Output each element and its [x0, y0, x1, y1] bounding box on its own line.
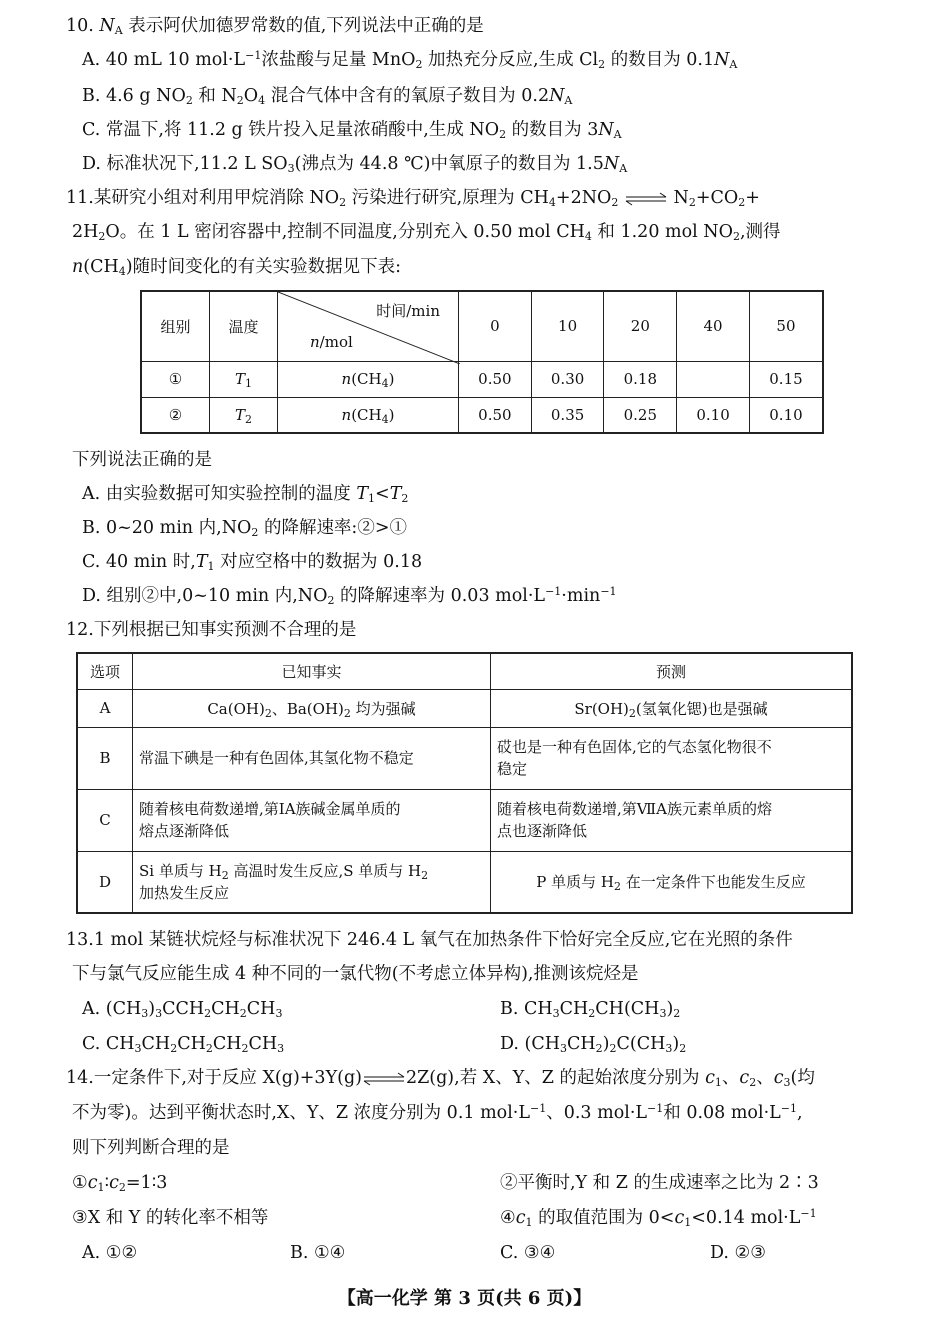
- q11-data-table: [140, 290, 824, 434]
- q14-statement-2: ②平衡时,Y 和 Z 的生成速率之比为 2∶3: [500, 1173, 819, 1193]
- row1-var: $n(CH_4)$: [278, 361, 459, 397]
- header-time-label: 时间/min: [376, 302, 440, 320]
- q11-option-a: A. 由实验数据可知实验控制的温度 $T_1<T_2$: [82, 484, 409, 505]
- row-a-option: A: [77, 689, 133, 727]
- q14-option-d: D. ②③: [710, 1243, 766, 1263]
- table-row: [77, 689, 852, 727]
- row-d-option: D: [77, 851, 133, 913]
- q11-stem-line3: $n(CH_4)$随时间变化的有关实验数据见下表:: [72, 257, 401, 278]
- row-c-prediction: 随着核电荷数递增,第ⅦA族元素单质的熔 点也逐渐降低: [491, 789, 853, 851]
- row1-val-50: 0.15: [749, 361, 823, 397]
- q10-option-b: B. 4.6 g $NO_2$ 和 $N_2O_4$ 混合气体中含有的氧原子数目为 $0.2N_A$: [82, 86, 573, 107]
- row2-group: ②: [141, 397, 210, 433]
- header-prediction: 预测: [491, 653, 853, 689]
- header-n-label: n/mol: [310, 332, 353, 351]
- table-row: [77, 789, 852, 851]
- q10-option-a: A. 40 mL 10 $mol\cdot L^{-1}$浓盐酸与足量 MnO$_2$ 加热充分反应,生成 $Cl_2$ 的数目为 $0.1N_A$: [82, 49, 738, 71]
- equilibrium-arrow-icon: [362, 1072, 406, 1086]
- q11-stem-line1: 11.某研究小组对利用甲烷消除 $NO_2$ 污染进行研究,原理为 $CH_4+2NO_2$ $N_2+CO_2+$: [66, 188, 760, 209]
- header-option: 选项: [77, 653, 133, 689]
- q13-stem-line2: 下与氯气反应能生成 4 种不同的一氯代物(不考虑立体异构),推测该烷烃是: [72, 964, 639, 984]
- table-row: [141, 361, 823, 397]
- equilibrium-arrow-icon: [624, 192, 668, 206]
- q11-prompt: 下列说法正确的是: [72, 450, 212, 470]
- q11-option-c: C. 40 min 时$,T_1$ 对应空格中的数据为 0.18: [82, 552, 423, 573]
- q14-statement-1: $①c_1∶c_2=1∶3$: [72, 1173, 168, 1194]
- q12-stem: 12.下列根据已知事实预测不合理的是: [66, 620, 357, 640]
- q12-table: [76, 652, 853, 914]
- row1-temp: $T_1$: [210, 361, 278, 397]
- row1-val-10: 0.30: [531, 361, 604, 397]
- q14-option-c: C. ③④: [500, 1243, 556, 1263]
- row2-val-0: 0.50: [459, 397, 532, 433]
- header-fact: 已知事实: [133, 653, 491, 689]
- q14-stem-line2: 不为零)。达到平衡状态时,X、Y、Z 浓度分别为 0.1 $mol\cdot L^{-1}$、0.3 $mol\cdot L^{-1}$和 0.08 $mol\cdot L^{-1}$,: [72, 1102, 803, 1123]
- q14-statement-4: $④c_1$ 的取值范围为 $0<c_1<0.14$ $mol\cdot L^{-1}$: [500, 1207, 817, 1229]
- row2-temp: $T_2$: [210, 397, 278, 433]
- row2-val-50: 0.10: [749, 397, 823, 433]
- q14-stem-line3: 则下列判断合理的是: [72, 1138, 230, 1158]
- q11-option-b: B. 0~20 min 内$,NO_2$ 的降解速率:②>①: [82, 518, 407, 539]
- row-a-fact: $Ca(OH)_2$、$Ba(OH)_2$ 均为强碱: [133, 689, 491, 727]
- table-row: [141, 397, 823, 433]
- header-group: 组别: [141, 291, 210, 361]
- q13-option-a: A. $(CH_3)_3CCH_2CH_2CH_3$: [82, 999, 283, 1020]
- q14-option-a: A. ①②: [82, 1243, 138, 1263]
- q13-stem-line1: 13.1 mol 某链状烷烃与标准状况下 246.4 L 氧气在加热条件下恰好完全反应,它在光照的条件: [66, 930, 793, 950]
- q13-option-b: B. $CH_3CH_2CH(CH_3)_2$: [500, 999, 681, 1020]
- q11-stem-line2: $2H_2O$。在 1 L 密闭容器中,控制不同温度,分别充入 0.50 mol $CH_4$ 和 1.20 mol $NO_2$,测得: [72, 222, 781, 243]
- page-footer: 【高一化学 第 3 页(共 6 页)】: [337, 1288, 592, 1309]
- row1-val-40: [677, 361, 750, 397]
- row-a-prediction: $Sr(OH)_2$(氢氧化锶)也是强碱: [491, 689, 853, 727]
- row-b-fact: 常温下碘是一种有色固体,其氢化物不稳定: [133, 727, 491, 789]
- q11-option-d: D. 组别②中,0~10 min 内$,NO_2$ 的降解速率为 0.03 $mol\cdot L^{-1}\cdot\min^{-1}$: [82, 585, 617, 607]
- row1-val-0: 0.50: [459, 361, 532, 397]
- q10-option-c: C. 常温下,将 11.2 g 铁片投入足量浓硝酸中,生成 $NO_2$ 的数目为 $3N_A$: [82, 120, 622, 141]
- row-d-prediction: P 单质与 $H_2$ 在一定条件下也能发生反应: [491, 851, 853, 913]
- row1-val-20: 0.18: [604, 361, 677, 397]
- q14-statement-3: ③X 和 Y 的转化率不相等: [72, 1208, 269, 1228]
- header-time-0: 0: [459, 291, 532, 361]
- header-time-10: 10: [531, 291, 604, 361]
- q13-option-c: C. $CH_3CH_2CH_2CH_2CH_3$: [82, 1034, 285, 1055]
- q10-option-d: D. 标准状况下,11.2 L $SO_3$(沸点为 44.8 ℃)中氧原子的数目为 $1.5N_A$: [82, 154, 628, 175]
- row2-val-40: 0.10: [677, 397, 750, 433]
- row-c-fact: 随着核电荷数递增,第ⅠA族碱金属单质的 熔点逐渐降低: [133, 789, 491, 851]
- header-time-20: 20: [604, 291, 677, 361]
- q10-stem: 10. $N_A$ 表示阿伏加德罗常数的值,下列说法中正确的是: [66, 16, 484, 37]
- row-c-option: C: [77, 789, 133, 851]
- q14-stem-line1: 14.一定条件下,对于反应 X(g)+3Y(g) 2Z(g),若 X、Y、Z 的起始浓度分别为 $c_1$、$c_2$、$c_3$(均: [66, 1068, 815, 1089]
- table-row: [77, 727, 852, 789]
- header-time-50: 50: [749, 291, 823, 361]
- row-b-prediction: 砹也是一种有色固体,它的气态氢化物很不 稳定: [491, 727, 853, 789]
- row2-var: $n(CH_4)$: [278, 397, 459, 433]
- header-time-40: 40: [677, 291, 750, 361]
- row-b-option: B: [77, 727, 133, 789]
- row1-group: ①: [141, 361, 210, 397]
- header-diagonal-cell: [278, 291, 459, 361]
- table-row: [77, 851, 852, 913]
- q14-option-b: B. ①④: [290, 1243, 346, 1263]
- q13-option-d: D. $(CH_3CH_2)_2C(CH_3)_2$: [500, 1034, 687, 1055]
- row-d-fact: Si 单质与 $H_2$ 高温时发生反应,S 单质与 $H_2$ 加热发生反应: [133, 851, 491, 913]
- row2-val-10: 0.35: [531, 397, 604, 433]
- row2-val-20: 0.25: [604, 397, 677, 433]
- header-temp: 温度: [210, 291, 278, 361]
